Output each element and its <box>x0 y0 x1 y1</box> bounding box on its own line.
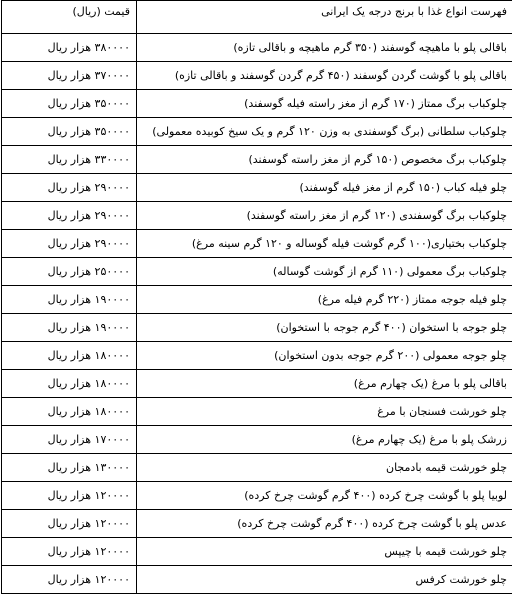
dish-price-cell: ۳۸۰۰۰۰ هزار ریال <box>2 34 137 62</box>
dish-name-cell: چلو خورشت فسنجان با مرغ <box>137 398 512 426</box>
table-row <box>2 454 512 482</box>
dish-name-cell: چلو فیله کباب (۱۵۰ گرم از مغز فیله گوسفند) <box>137 174 512 202</box>
dish-price-cell: ۳۳۰۰۰۰ هزار ریال <box>2 146 137 174</box>
dish-price-cell: ۱۲۰۰۰۰ هزار ریال <box>2 510 137 538</box>
dish-name-cell: چلو خورشت کرفس <box>137 566 512 594</box>
dish-price-cell: ۱۳۰۰۰۰ هزار ریال <box>2 454 137 482</box>
table-row <box>2 90 512 118</box>
dish-price-cell: ۲۹۰۰۰۰ هزار ریال <box>2 174 137 202</box>
table-row <box>2 398 512 426</box>
dish-name-cell: چلوکباب بختیاری(۱۰۰ گرم گوشت فیله گوساله و ۱۲۰ گرم سینه مرغ) <box>137 230 512 258</box>
dish-name-cell: باقالی پلو با ماهیچه گوسفند (۳۵۰ گرم ماهیچه و باقالی تازه) <box>137 34 512 62</box>
table-row <box>2 314 512 342</box>
dish-name-cell: چلو فیله جوجه ممتاز (۲۲۰ گرم فیله مرغ) <box>137 286 512 314</box>
dish-price-cell: ۱۸۰۰۰۰ هزار ریال <box>2 370 137 398</box>
dish-price-cell: ۱۲۰۰۰۰ هزار ریال <box>2 538 137 566</box>
dish-price-cell: ۱۲۰۰۰۰ هزار ریال <box>2 566 137 594</box>
dish-name-cell: چلوکباب برگ مخصوص (۱۵۰ گرم از مغز راسته گوسفند) <box>137 146 512 174</box>
table-row <box>2 118 512 146</box>
dish-name-cell: عدس پلو با گوشت چرخ کرده (۴۰۰ گرم گوشت چرخ کرده) <box>137 510 512 538</box>
dish-price-cell: ۱۸۰۰۰۰ هزار ریال <box>2 342 137 370</box>
dish-name-cell: چلوکباب برگ ممتاز (۱۷۰ گرم از مغز راسته فیله گوسفند) <box>137 90 512 118</box>
table-row <box>2 566 512 594</box>
table-row <box>2 62 512 90</box>
dish-name-cell: چلو خورشت قیمه با چیپس <box>137 538 512 566</box>
dish-price-cell: ۲۹۰۰۰۰ هزار ریال <box>2 202 137 230</box>
dish-name-cell: چلو جوجه با استخوان (۴۰۰ گرم جوجه با استخوان) <box>137 314 512 342</box>
dish-name-cell: لوبیا پلو با گوشت چرخ کرده (۴۰۰ گرم گوشت چرخ کرده) <box>137 482 512 510</box>
dish-name-cell: باقالی پلو با گوشت گردن گوسفند (۴۵۰ گرم گردن گوسفند و باقالی تازه) <box>137 62 512 90</box>
table-row <box>2 174 512 202</box>
header-name-cell: فهرست انواع غذا با برنج درجه یک ایرانی <box>137 1 512 34</box>
table-row <box>2 342 512 370</box>
table-row <box>2 34 512 62</box>
dish-price-cell: ۳۵۰۰۰۰ هزار ریال <box>2 118 137 146</box>
dish-price-cell: ۱۹۰۰۰۰ هزار ریال <box>2 314 137 342</box>
table-row <box>2 202 512 230</box>
dish-price-cell: ۳۷۰۰۰۰ هزار ریال <box>2 62 137 90</box>
dish-name-cell: چلو خورشت قیمه بادمجان <box>137 454 512 482</box>
menu-price-table <box>1 0 512 594</box>
dish-price-cell: ۲۹۰۰۰۰ هزار ریال <box>2 230 137 258</box>
dish-price-cell: ۱۲۰۰۰۰ هزار ریال <box>2 482 137 510</box>
table-row <box>2 146 512 174</box>
table-row <box>2 426 512 454</box>
dish-name-cell: چلوکباب برگ معمولی (۱۱۰ گرم از گوشت گوساله) <box>137 258 512 286</box>
table-row <box>2 230 512 258</box>
header-price-cell: قیمت (ریال) <box>2 1 137 34</box>
dish-price-cell: ۱۷۰۰۰۰ هزار ریال <box>2 426 137 454</box>
dish-name-cell: چلو جوجه معمولی (۲۰۰ گرم جوجه بدون استخوان) <box>137 342 512 370</box>
dish-price-cell: ۱۸۰۰۰۰ هزار ریال <box>2 398 137 426</box>
table-row <box>2 258 512 286</box>
table-row <box>2 482 512 510</box>
dish-price-cell: ۲۵۰۰۰۰ هزار ریال <box>2 258 137 286</box>
table-header-row <box>2 1 512 34</box>
table-row <box>2 538 512 566</box>
table-row <box>2 510 512 538</box>
dish-price-cell: ۱۹۰۰۰۰ هزار ریال <box>2 286 137 314</box>
dish-price-cell: ۳۵۰۰۰۰ هزار ریال <box>2 90 137 118</box>
dish-name-cell: زرشک پلو با مرغ (یک چهارم مرغ) <box>137 426 512 454</box>
table-row <box>2 370 512 398</box>
table-row <box>2 286 512 314</box>
dish-name-cell: چلوکباب برگ گوسفندی (۱۲۰ گرم از مغز راسته گوسفند) <box>137 202 512 230</box>
menu-table-body <box>2 1 512 594</box>
dish-name-cell: چلوکباب سلطانی (برگ گوسفندی به وزن ۱۲۰ گرم و یک سیخ کوبیده معمولی) <box>137 118 512 146</box>
dish-name-cell: باقالی پلو با مرغ (یک چهارم مرغ) <box>137 370 512 398</box>
